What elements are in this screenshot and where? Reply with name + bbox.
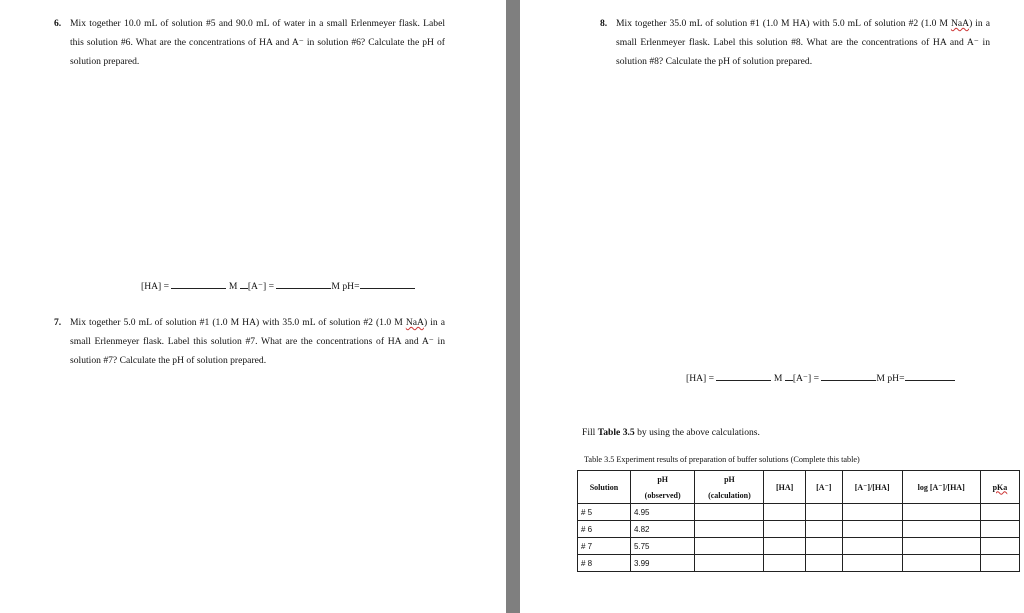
ph-observed-cell: 4.82: [630, 521, 694, 538]
table-caption: Table 3.5 Experiment results of preparation of buffer solutions (Complete this table): [584, 455, 860, 464]
question-7-text-before: Mix together 5.0 mL of solution #1 (1.0 M HA) with 35.0 mL of solution #2 (1.0 M: [70, 317, 406, 328]
a-cell[interactable]: [805, 538, 842, 555]
right-page: [520, 0, 1024, 613]
ha-cell[interactable]: [764, 538, 805, 555]
ph-label: pH=: [887, 373, 905, 384]
question-7-text-after: ) in a small Erlenmeyer flask. Label this solution #7. What are the concentrations of HA and A⁻ in solution #7? Calculate the pH of solution prepared.: [70, 317, 445, 366]
pka-cell[interactable]: [980, 521, 1019, 538]
molar-unit: M: [228, 281, 238, 292]
ratio-cell[interactable]: [842, 504, 902, 521]
question-8: [600, 14, 991, 71]
row-label: # 5: [578, 504, 631, 521]
header-ratio: [A⁻]/[HA]: [842, 471, 902, 504]
table-row: [578, 538, 1020, 555]
ha-cell[interactable]: [764, 555, 805, 572]
question-7: [54, 313, 445, 370]
header-solution: Solution: [578, 471, 631, 504]
ph-observed-cell: 4.95: [630, 504, 694, 521]
pka-cell[interactable]: [980, 538, 1019, 555]
header-ha: [HA]: [764, 471, 805, 504]
header-a: [A⁻]: [805, 471, 842, 504]
a-label: [A⁻] =: [792, 373, 820, 384]
a-cell[interactable]: [805, 521, 842, 538]
ratio-cell[interactable]: [842, 521, 902, 538]
log-ratio-cell[interactable]: [902, 504, 980, 521]
fill-instruction: [582, 427, 760, 438]
ph-calculation-cell[interactable]: [695, 504, 764, 521]
ph-label: pH=: [342, 281, 360, 292]
ph-blank[interactable]: [905, 371, 955, 381]
ph-blank[interactable]: [360, 279, 415, 289]
ph-observed-cell: 5.75: [630, 538, 694, 555]
row-label: # 8: [578, 555, 631, 572]
pka-cell[interactable]: [980, 504, 1019, 521]
naa-word: NaA: [950, 18, 970, 29]
a-blank[interactable]: [276, 279, 331, 289]
fill-prefix: Fill: [582, 427, 598, 438]
table-header-row: [578, 471, 1020, 488]
ha-label: [HA] =: [141, 281, 170, 292]
ha-cell[interactable]: [764, 504, 805, 521]
table-row: [578, 521, 1020, 538]
a-cell[interactable]: [805, 504, 842, 521]
ratio-cell[interactable]: [842, 538, 902, 555]
log-ratio-cell[interactable]: [902, 538, 980, 555]
a-blank[interactable]: [821, 371, 876, 381]
question-6-number: 6.: [54, 18, 62, 29]
naa-word: NaA: [405, 317, 424, 328]
fill-suffix: by using the above calculations.: [634, 427, 760, 438]
header-pka: pKa: [980, 471, 1019, 504]
fill-table-ref: Table 3.5: [597, 427, 635, 438]
header-ph-observed-sub: (observed): [630, 487, 694, 504]
header-ph-calculation: pH: [695, 471, 764, 488]
question-6: [54, 14, 445, 71]
question-7-number: 7.: [54, 317, 62, 328]
row-label: # 7: [578, 538, 631, 555]
ha-blank[interactable]: [716, 371, 771, 381]
question-8-answer-line: [686, 371, 955, 384]
question-6-answer-line: [141, 279, 415, 292]
a-underscore: [240, 279, 248, 289]
ratio-cell[interactable]: [842, 555, 902, 572]
ha-blank[interactable]: [171, 279, 226, 289]
question-8-text-after: ) in a small Erlenmeyer flask. Label this solution #8. What are the concentrations of HA and A⁻ in solution #8? Calculate the pH of solution prepared.: [616, 18, 991, 67]
ph-calculation-cell[interactable]: [695, 555, 764, 572]
molar-unit: M: [331, 281, 340, 292]
table-row: [578, 555, 1020, 572]
ha-label: [HA] =: [686, 373, 715, 384]
table-row: [578, 504, 1020, 521]
question-8-text-before: Mix together 35.0 mL of solution #1 (1.0 M HA) with 5.0 mL of solution #2 (1.0 M: [616, 18, 951, 29]
ha-cell[interactable]: [764, 521, 805, 538]
left-page: [0, 0, 506, 613]
a-label: [A⁻] =: [247, 281, 275, 292]
ph-calculation-cell[interactable]: [695, 521, 764, 538]
header-log-ratio: log [A⁻]/[HA]: [902, 471, 980, 504]
molar-unit: M: [876, 373, 885, 384]
ph-calculation-cell[interactable]: [695, 538, 764, 555]
question-6-text: Mix together 10.0 mL of solution #5 and 90.0 mL of water in a small Erlenmeyer flask. Label this solution #6. What are the concentrations of HA and A⁻ in solution #6? Calculate the pH of solution prepared.: [70, 18, 445, 67]
row-label: # 6: [578, 521, 631, 538]
results-table: [577, 470, 1020, 572]
header-ph-calculation-sub: (calculation): [695, 487, 764, 504]
log-ratio-cell[interactable]: [902, 555, 980, 572]
ph-observed-cell: 3.99: [630, 555, 694, 572]
header-ph-observed: pH: [630, 471, 694, 488]
pka-cell[interactable]: [980, 555, 1019, 572]
log-ratio-cell[interactable]: [902, 521, 980, 538]
a-underscore: [785, 371, 793, 381]
molar-unit: M: [773, 373, 783, 384]
a-cell[interactable]: [805, 555, 842, 572]
question-8-number: 8.: [600, 18, 608, 29]
